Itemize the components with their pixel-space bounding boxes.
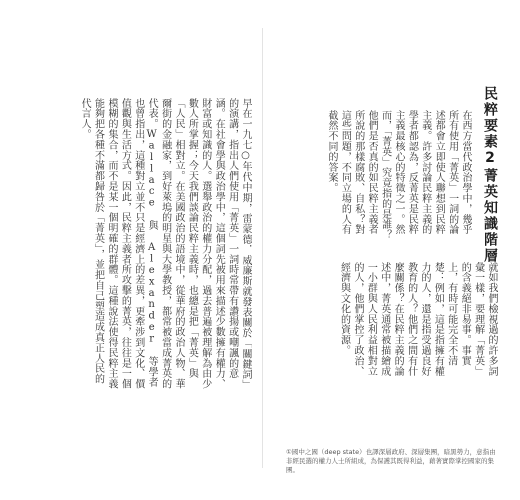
footnote: ①國中之國（deep state）也譯深層政府、深層集團，暗黑勢力，意指由非經民選的權力人士所組成，為保護其既得利益，藉著實際掌控國家的集團。	[286, 448, 496, 474]
right-page-upper-text: 在西方當代政治學中，幾乎所有使用「菁英」一詞的論述都會立即使人聯想到民粹主義。許多討論民粹主義的學者都認為，反菁英是民粹主義最核心的特徵之一。然而，「菁英」究竟指的是誰？他們是否真的如民粹主義者所說的那樣腐敗、自私？對這些問題，不同立場的人有截然不同的答案。	[325, 110, 471, 241]
left-page-body-text: 早在一九七○年代中期，雷蒙德．威廉斯就發表關於「關鍵詞」的演講，指出人們使用「菁英」一詞時常帶有讚揚或嘲諷的意涵。在社會學與政治學中，這個詞先被用來描述少數擁有權力、財富或知識的人。選舉政治的權力分配，過去普遍被理解為由少數人所掌握；今天我們談論民粹主義時，也總是把「菁英」與「人民」相對立。在美國政治的語境中，從華府的政治人物、華爾街的金融家，到好萊塢的明星與大學教授，都常被當成菁英的代表。Wallace 與 Alexander 等學者也曾指出，這種對立並不只是經濟上的差異，更牽涉到文化、價值觀與生活方式。因此，民粹主義者所攻擊的菁英，往往是一個模糊的集合，而不是某一個明確的群體。這種說法使得民粹主義能夠把各種不滿都歸咎於「菁英」，並把自己塑造成真正人民的代言人。	[79, 98, 251, 391]
chapter-title: 民粹要素2菁英知識階層	[482, 86, 498, 264]
left-page	[42, 18, 256, 486]
right-page-lower-text: 就如我們檢視過的許多詞彙一樣，要理解「菁英」的含義絕非易事。事實上，有時可能完全不清楚：例如，這是指擁有權力的人，還是指受過良好教育的人？他們之間有什麼關係？在民粹主義的論述中，菁英通常被描繪成一小群與人民利益相對立的人，他們掌控了政治、經濟與文化的資源。	[338, 262, 497, 377]
right-page	[268, 18, 504, 486]
page-gutter	[262, 28, 263, 468]
